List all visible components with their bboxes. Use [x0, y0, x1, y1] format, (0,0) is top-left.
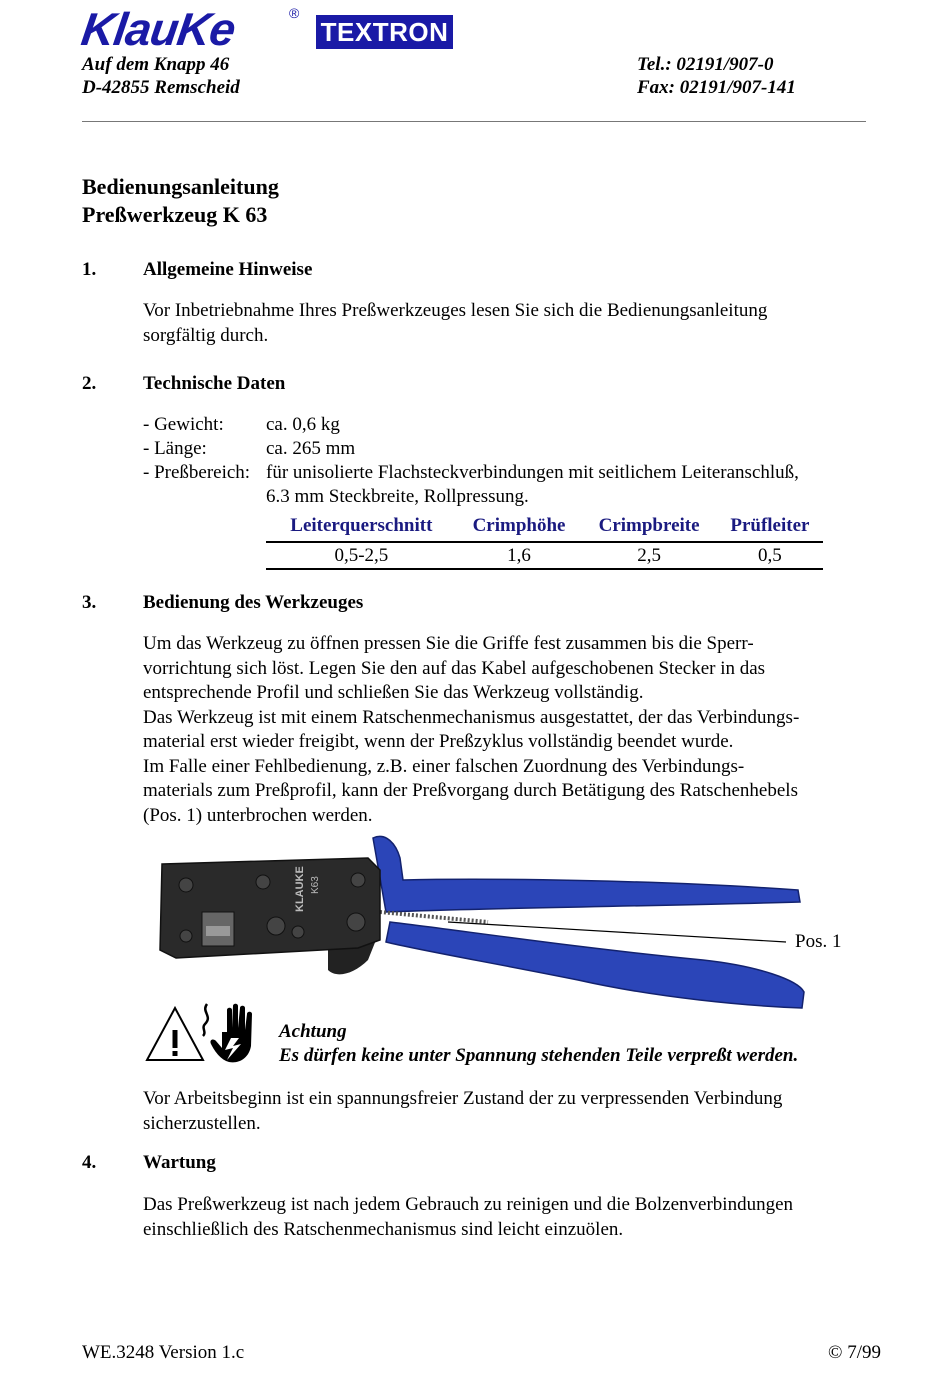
- address-line-2: D-42855 Remscheid: [82, 77, 240, 98]
- section-3-title: Bedienung des Werkzeuges: [143, 592, 364, 613]
- section-3-after-warning: [143, 1087, 883, 1136]
- spec-value-range-cont: 6.3 mm Steckbreite, Rollpressung.: [266, 486, 529, 507]
- spec-label-range: - Preßbereich:: [143, 462, 251, 483]
- table-header-cell: Crimpbreite: [581, 513, 716, 542]
- crimping-tool-illustration: [158, 830, 858, 1010]
- section-4-text: [143, 1193, 883, 1242]
- section-4-number: 4.: [82, 1152, 97, 1173]
- klauke-logo: KlauKe: [78, 3, 239, 55]
- text-line: Um das Werkzeug zu öffnen pressen Sie die Griffe fest zusammen bis die Sperr-: [143, 633, 754, 654]
- bolt: [292, 926, 304, 938]
- table-cell: 1,6: [457, 542, 582, 569]
- warning-triangle-icon: [147, 1008, 203, 1060]
- textron-logo-text: TEXTRON: [320, 16, 449, 47]
- fax-number: Fax: 02191/907-141: [637, 77, 796, 98]
- spec-label-weight: - Gewicht:: [143, 414, 224, 435]
- section-2-title: Technische Daten: [143, 373, 286, 394]
- text-line: sicherzustellen.: [143, 1112, 261, 1134]
- document-title: [82, 173, 279, 229]
- bolt: [347, 913, 365, 931]
- section-4-title: Wartung: [143, 1152, 216, 1173]
- ratchet-mechanism: [380, 912, 488, 922]
- phone-number: Tel.: 02191/907-0: [637, 54, 774, 75]
- section-2-number: 2.: [82, 373, 97, 394]
- bolt: [351, 873, 365, 887]
- section-3-number: 3.: [82, 592, 97, 613]
- document-title-line-2: Preßwerkzeug K 63: [82, 202, 268, 227]
- section-1-title: Allgemeine Hinweise: [143, 259, 313, 280]
- text-line: Das Werkzeug ist mit einem Ratschenmechanismus ausgestattet, der das Verbindungs-: [143, 706, 800, 728]
- lower-handle: [386, 922, 804, 1008]
- warning-text: Es dürfen keine unter Spannung stehenden Teile verpreßt werden.: [279, 1045, 799, 1066]
- text-line: material erst wieder freigibt, wenn der Preßzyklus vollständig beendet wurde.: [143, 731, 734, 752]
- text-line: Vor Arbeitsbeginn ist ein spannungsfreier Zustand der zu verpressenden Verbindung: [143, 1088, 783, 1109]
- table-header-cell: Prüfleiter: [717, 513, 823, 542]
- table-cell: 2,5: [581, 542, 716, 569]
- text-line: vorrichtung sich löst. Legen Sie den auf das Kabel aufgeschobenen Stecker in das: [143, 657, 766, 679]
- text-line: materials zum Preßprofil, kann der Preßvorgang durch Betätigung des Ratschenhebels: [143, 780, 798, 801]
- table-cell: 0,5: [717, 542, 823, 569]
- warning-title: Achtung: [279, 1021, 347, 1042]
- textron-logo: [316, 15, 453, 49]
- upper-handle: [373, 836, 800, 912]
- table-header-cell: Leiterquerschnitt: [266, 513, 457, 542]
- tool-head: [160, 858, 380, 958]
- document-id: WE.3248 Version 1.c: [82, 1342, 245, 1363]
- registered-mark: ®: [289, 5, 300, 21]
- tool-model-label: K63: [310, 876, 321, 894]
- warning-icons: [145, 1002, 271, 1066]
- electric-shock-hand-icon: [203, 1004, 252, 1063]
- text-line: einschließlich des Ratschenmechanismus sind leicht einzuölen.: [143, 1218, 624, 1240]
- text-line: (Pos. 1) unterbrochen werden.: [143, 804, 373, 826]
- table-header-cell: Crimphöhe: [457, 513, 582, 542]
- text-line: Im Falle einer Fehlbedienung, z.B. einer falschen Zuordnung des Verbindungs-: [143, 755, 745, 777]
- text-line: Das Preßwerkzeug ist nach jedem Gebrauch zu reinigen und die Bolzenverbindungen: [143, 1194, 793, 1215]
- table-row: [266, 542, 823, 569]
- spec-value-range: für unisolierte Flachsteckverbindungen mit seitlichem Leiteranschluß,: [266, 462, 799, 483]
- text-line: Vor Inbetriebnahme Ihres Preßwerkzeuges lesen Sie sich die Bedienungsanleitung: [143, 300, 768, 321]
- bolt: [179, 878, 193, 892]
- table-header-row: [266, 513, 823, 542]
- document-date: © 7/99: [828, 1342, 881, 1363]
- callout-pos-1: Pos. 1: [795, 931, 842, 952]
- header-divider: [82, 121, 866, 122]
- spec-value-length: ca. 265 mm: [266, 438, 356, 459]
- crimp-data-table: [266, 513, 823, 570]
- text-line: entsprechende Profil und schließen Sie das Werkzeug vollständig.: [143, 682, 644, 703]
- tool-brand-label: KLAUKE: [294, 866, 306, 912]
- bolt: [180, 930, 192, 942]
- bolt: [267, 917, 285, 935]
- address-line-1: Auf dem Knapp 46: [82, 54, 230, 75]
- section-3-text: [143, 632, 883, 828]
- document-title-line-1: Bedienungsanleitung: [82, 174, 279, 199]
- table-cell: 0,5-2,5: [266, 542, 457, 569]
- spec-value-weight: ca. 0,6 kg: [266, 414, 340, 435]
- bolt: [256, 875, 270, 889]
- section-1-number: 1.: [82, 259, 97, 280]
- spec-label-length: - Länge:: [143, 438, 207, 459]
- section-1-text: [143, 299, 883, 348]
- text-line: sorgfältig durch.: [143, 324, 269, 346]
- crimp-die-profile: [206, 926, 230, 936]
